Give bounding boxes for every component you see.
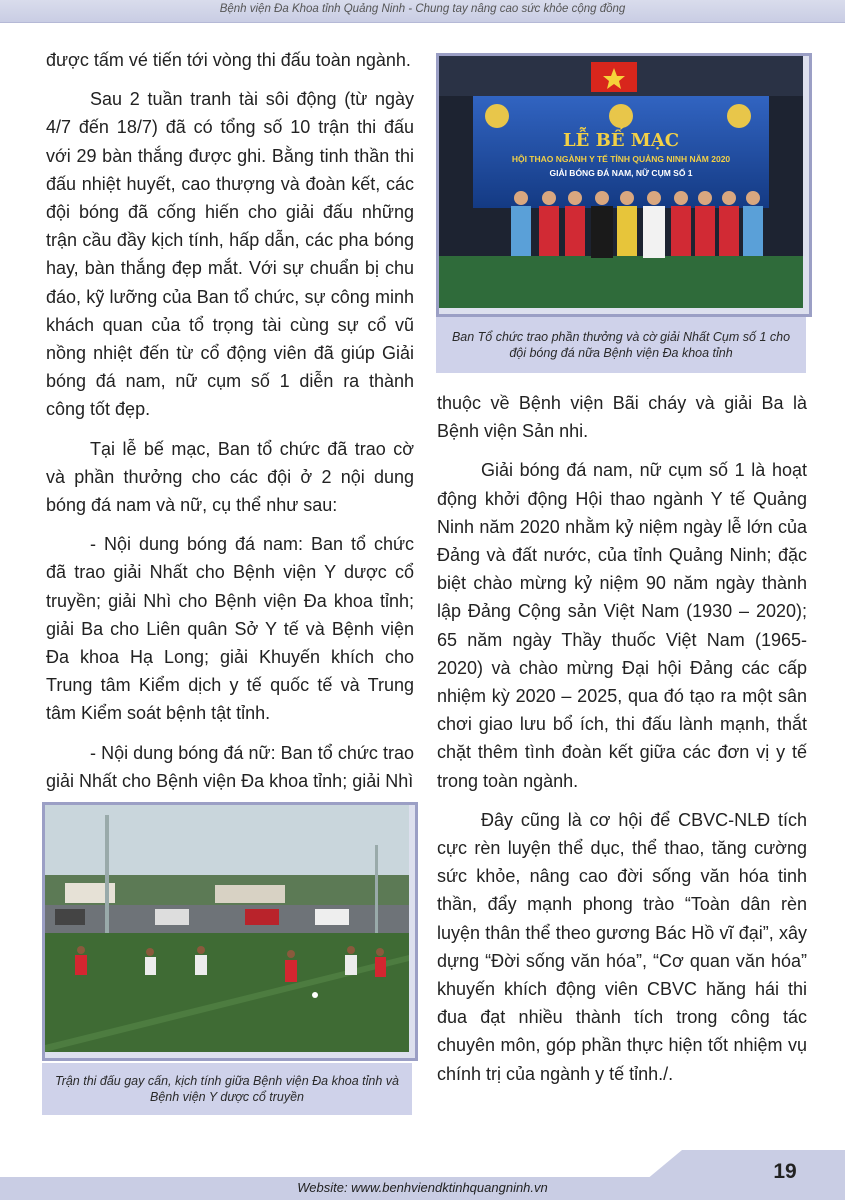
- banner-title: LỄ BẾ MẠC: [562, 130, 680, 151]
- photo-caption-bottom: Trận thi đấu gay cấn, kịch tính giữa Bệnh viện Đa khoa tỉnh và Bệnh viện Y dược cổ truyền: [42, 1063, 412, 1115]
- running-header: Bệnh viện Đa Khoa tỉnh Quảng Ninh - Chung tay nâng cao sức khỏe cộng đồng: [219, 3, 626, 15]
- photo-caption-top: Ban Tổ chức trao phần thưởng và cờ giải Nhất Cụm số 1 cho đội bóng đá nữa Bệnh viện Đa khoa tỉnh: [436, 317, 806, 373]
- closing-ceremony-photo: [436, 53, 812, 317]
- paragraph: Sau 2 tuần tranh tài sôi động (từ ngày 4/7 đến 18/7) đã có tổng số 10 trận thi đấu với 29 bàn thắng được ghi. Bằng tinh thần thi đấu nhiệt huyết, cao thượng và đoàn kết, các đội bóng đã cống hiến cho giải đấu những trận cầu đầy kịch tính, hấp dẫn, các pha bóng hay, bàn thắng đẹp mắt. Với sự chuẩn bị chu đáo, kỹ lưỡng của Ban tổ chức, sự công minh khách quan của tổ trọng tài cùng sự cổ vũ nồng nhiệt đến từ cổ động viên đã giúp Giải bóng đá nam, nữ cụm số 1 diễn ra thành công tốt đẹp.: [46, 89, 414, 420]
- paragraph: - Nội dung bóng đá nữ: Ban tổ chức trao giải Nhất cho Bệnh viện Đa khoa tỉnh; giải Nhì: [46, 742, 414, 791]
- football-match-illustration: [45, 805, 409, 1052]
- paragraph: Đây cũng là cơ hội để CBVC-NLĐ tích cực rèn luyện thể dục, thể thao, tăng cường sức khỏe, nâng cao đời sống văn hóa tinh thần, đẩy mạnh phong trào “Toàn dân rèn luyện thân thể theo gương Bác Hồ vĩ đại”, xây dựng “Đời sống văn hóa”, “Cơ quan văn hóa” khuyến khích động viên CBVC hăng hái thi đua đạt nhiều thành tích trong công tác chuyên môn, góp phần thực hiện tốt nhiệm vụ chính trị của ngành y tế tỉnh./.: [437, 809, 807, 1084]
- left-text-column: [46, 46, 414, 795]
- paragraph: Tại lễ bế mạc, Ban tổ chức đã trao cờ và phần thưởng cho các đội ở 2 nội dung bóng đá nam và nữ, cụ thể như sau:: [46, 438, 414, 516]
- closing-ceremony-illustration: [439, 56, 803, 308]
- football-match-photo: [42, 802, 418, 1061]
- paragraph: - Nội dung bóng đá nam: Ban tổ chức đã trao giải Nhất cho Bệnh viện Y dược cổ truyền; giải Nhì cho Bệnh viện Đa khoa tỉnh; giải Ba cho Liên quân Sở Y tế và Bệnh viện Đa khoa Hạ Long; giải Khuyến khích cho Trung tâm Kiểm dịch y tế quốc tế và Trung tâm Kiểm soát bệnh tật tỉnh.: [46, 534, 414, 724]
- paragraph: thuộc về Bệnh viện Bãi cháy và giải Ba là Bệnh viện Sản nhi.: [437, 393, 807, 442]
- page-number: 19: [773, 1160, 797, 1183]
- website-link[interactable]: Website: www.benhviendktinhquangninh.vn: [297, 1180, 548, 1195]
- banner-subtitle: HỘI THAO NGÀNH Y TẾ TỈNH QUẢNG NINH NĂM 2020: [511, 154, 731, 164]
- paragraph: được tấm vé tiến tới vòng thi đấu toàn ngành.: [46, 50, 411, 70]
- right-text-column: [437, 389, 807, 1088]
- paragraph: Giải bóng đá nam, nữ cụm số 1 là hoạt động khởi động Hội thao ngành Y tế Quảng Ninh năm 2020 nhằm kỷ niệm ngày lễ lớn của Đảng và đất nước, của tỉnh Quảng Ninh; đặc biệt chào mừng kỷ niệm 90 năm ngày thành lập Đảng Cộng sản Việt Nam (1930 – 2020); 65 năm ngày Thầy thuốc Việt Nam (1965-2020) và chào mừng Đại hội Đảng các cấp nhiệm kỳ 2020 – 2025, qua đó tạo ra một sân chơi giao lưu bổ ích, thi đấu lành mạnh, thắt chặt thêm tình đoàn kết giữa các đơn vị y tế trong toàn ngành.: [437, 460, 807, 791]
- banner-subtitle-2: GIẢI BÓNG ĐÁ NAM, NỮ CỤM SỐ 1: [549, 168, 693, 178]
